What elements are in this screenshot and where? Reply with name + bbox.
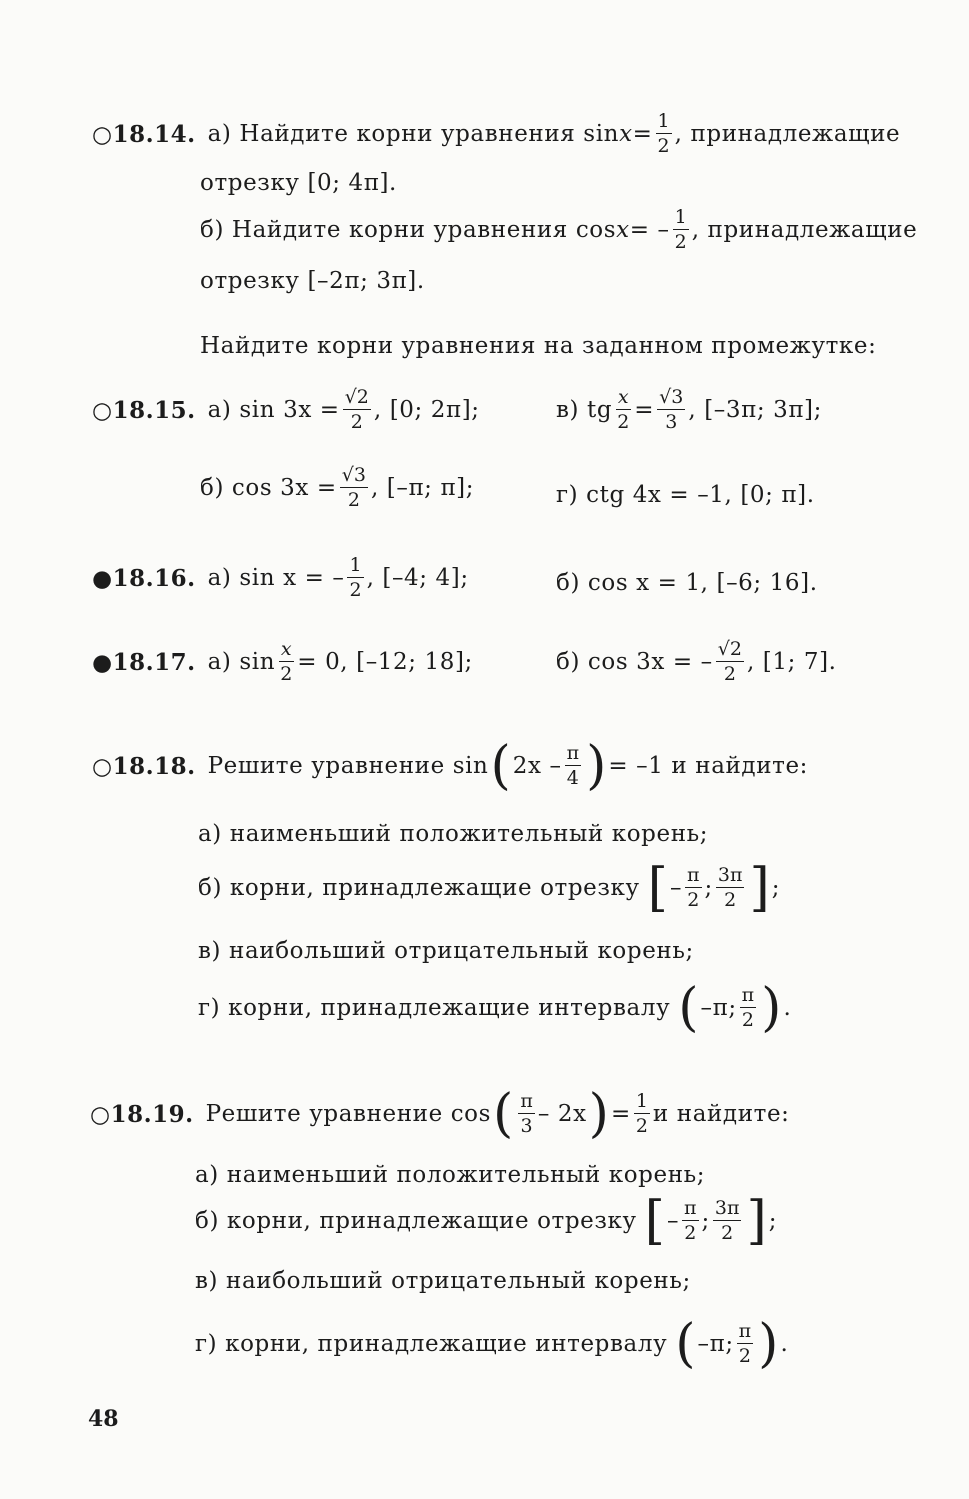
fraction <box>685 866 702 910</box>
right-paren: ) <box>588 1084 609 1144</box>
interval: , [–4; 4]; <box>366 565 469 591</box>
problem-18-15-g: г) ctg 4x = –1, [0; π]. <box>556 482 815 508</box>
denominator: 2 <box>738 1345 751 1367</box>
denominator: 2 <box>635 1115 648 1137</box>
problem-text: и найдите: <box>652 1101 790 1127</box>
interval: , [1; 7]. <box>746 649 837 675</box>
right-paren: ) <box>761 978 782 1038</box>
numerator: π <box>741 984 755 1006</box>
numerator: 1 <box>635 1090 648 1112</box>
numerator: x <box>617 386 629 408</box>
denominator: 3 <box>665 411 678 433</box>
left-bracket: [ <box>644 1191 665 1251</box>
equation: б) cos 3x = <box>200 475 337 501</box>
problem-number: ○18.15. <box>92 396 196 424</box>
numerator: √2 <box>344 386 369 408</box>
right-paren: ) <box>758 1314 779 1374</box>
problem-18-19-v: в) наибольший отрицательный корень; <box>195 1268 691 1294</box>
fraction <box>716 866 745 910</box>
section-instruction: Найдите корни уравнения на заданном промежутке: <box>200 333 877 359</box>
fraction <box>682 1199 699 1243</box>
problem-18-18-a: а) наименьший положительный корень; <box>198 821 709 847</box>
left-bracket: [ <box>647 858 668 918</box>
interval: , [0; 2π]; <box>373 397 480 423</box>
fraction <box>740 986 757 1030</box>
numerator: 1 <box>674 206 687 228</box>
problem-text: б) корни, принадлежащие отрезку <box>195 1208 637 1234</box>
problem-18-14-a <box>92 112 900 156</box>
equation: в) tg <box>556 397 613 423</box>
numerator: 3π <box>717 864 743 886</box>
denominator: 2 <box>721 1222 734 1244</box>
numerator: π <box>738 1320 752 1342</box>
numerator: √2 <box>717 638 742 660</box>
problem-text: , принадлежащие <box>674 121 901 147</box>
page-number: 48 <box>88 1406 119 1432</box>
left-paren: ( <box>490 736 511 796</box>
denominator: 2 <box>617 411 630 433</box>
problem-18-15-v <box>556 388 822 432</box>
interval: , [–3π; 3π]; <box>688 397 822 423</box>
fraction <box>634 1092 650 1136</box>
denominator: 2 <box>724 889 737 911</box>
problem-18-15-b <box>200 466 474 510</box>
problem-number: ○18.18. <box>92 752 196 780</box>
equals-sign: = <box>610 1101 631 1127</box>
numerator: π <box>520 1090 533 1112</box>
fraction <box>716 640 744 684</box>
interval-start: –π; <box>697 1331 734 1357</box>
fraction <box>673 208 689 252</box>
denominator: 2 <box>347 489 360 511</box>
equation: б) cos 3x = – <box>556 649 713 675</box>
problem-18-17-a <box>92 640 473 684</box>
denominator: 2 <box>723 663 736 685</box>
equals-sign: = <box>634 397 655 423</box>
problem-18-18-stem <box>92 736 809 796</box>
equation: а) sin x = – <box>207 565 345 591</box>
denominator: 2 <box>280 663 293 685</box>
problem-text: б) корни, принадлежащие отрезку <box>198 875 640 901</box>
argument: – 2x <box>537 1101 587 1127</box>
interval: , [–π; π]; <box>370 475 475 501</box>
numerator: √3 <box>659 386 684 408</box>
numerator: π <box>684 1197 697 1219</box>
denominator: 2 <box>684 1222 697 1244</box>
problem-number: ●18.17. <box>92 648 196 676</box>
problem-text: Решите уравнение sin <box>207 753 489 779</box>
problem-number: ○18.19. <box>90 1100 194 1128</box>
problem-number: ●18.16. <box>92 564 196 592</box>
problem-18-19-b: б) корни, принадлежащие отрезку [ – $\frac{\pi}{2}$ ; $\frac{3\pi}{2}$ ] ; <box>195 1191 778 1251</box>
denominator: 2 <box>687 889 700 911</box>
left-paren: ( <box>678 978 699 1038</box>
problem-18-19-a: а) наименьший положительный корень; <box>195 1162 706 1188</box>
equation: а) sin <box>207 649 276 675</box>
numerator: 1 <box>657 110 670 132</box>
argument: 2x – <box>512 753 562 779</box>
denominator: 4 <box>566 767 579 789</box>
problem-18-16-a <box>92 556 469 600</box>
problem-18-14-b <box>200 208 917 252</box>
right-paren: ) <box>586 736 607 796</box>
fraction <box>518 1092 535 1136</box>
numerator: 3π <box>714 1197 740 1219</box>
left-paren: ( <box>493 1084 514 1144</box>
problem-number: ○18.14. <box>92 120 196 148</box>
fraction <box>347 556 363 600</box>
variable: x <box>616 217 630 243</box>
variable: x <box>619 121 633 147</box>
fraction <box>656 112 672 156</box>
interval: = 0, [–12; 18]; <box>297 649 473 675</box>
numerator: x <box>280 638 292 660</box>
denominator: 2 <box>741 1009 754 1031</box>
problem-18-17-b <box>556 640 837 684</box>
fraction <box>340 466 368 510</box>
problem-text: б) Найдите корни уравнения cos <box>200 217 617 243</box>
numerator: √3 <box>341 464 366 486</box>
problem-text: г) корни, принадлежащие интервалу <box>195 1331 668 1357</box>
right-bracket: ] <box>749 858 770 918</box>
problem-18-18-v: в) наибольший отрицательный корень; <box>198 938 694 964</box>
equals-sign: = – <box>629 217 670 243</box>
problem-18-19-stem <box>90 1084 790 1144</box>
denominator: 3 <box>520 1115 533 1137</box>
problem-18-19-g: г) корни, принадлежащие интервалу ( –π; $\frac{\pi}{2}$ ) . <box>195 1314 789 1374</box>
fraction <box>343 388 371 432</box>
problem-18-14-a-cont: отрезку [0; 4π]. <box>200 170 397 196</box>
right-bracket: ] <box>746 1191 767 1251</box>
fraction <box>737 1322 754 1366</box>
problem-text: = –1 и найдите: <box>608 753 809 779</box>
problem-text: а) Найдите корни уравнения sin <box>207 121 620 147</box>
denominator: 2 <box>349 579 362 601</box>
denominator: 2 <box>350 411 363 433</box>
numerator: π <box>687 864 700 886</box>
interval-start: –π; <box>700 995 737 1021</box>
denominator: 2 <box>674 231 687 253</box>
fraction <box>565 744 582 788</box>
problem-18-15-a <box>92 388 480 432</box>
problem-text: Решите уравнение cos <box>205 1101 492 1127</box>
problem-18-16-b: б) cos x = 1, [–6; 16]. <box>556 570 818 596</box>
problem-18-18-b: б) корни, принадлежащие отрезку [ – $\frac{\pi}{2}$ ; $\frac{3\pi}{2}$ ] ; <box>198 858 781 918</box>
problem-text: г) корни, принадлежащие интервалу <box>198 995 671 1021</box>
problem-text: , принадлежащие <box>691 217 918 243</box>
equals-sign: = <box>632 121 653 147</box>
fraction <box>278 640 294 684</box>
problem-18-14-b-cont: отрезку [–2π; 3π]. <box>200 268 425 294</box>
left-paren: ( <box>675 1314 696 1374</box>
fraction <box>615 388 631 432</box>
fraction <box>713 1199 742 1243</box>
fraction <box>657 388 685 432</box>
problem-18-18-g: г) корни, принадлежащие интервалу ( –π; $\frac{\pi}{2}$ ) . <box>198 978 792 1038</box>
numerator: π <box>566 742 580 764</box>
numerator: 1 <box>349 554 362 576</box>
equation: а) sin 3x = <box>207 397 340 423</box>
denominator: 2 <box>657 135 670 157</box>
